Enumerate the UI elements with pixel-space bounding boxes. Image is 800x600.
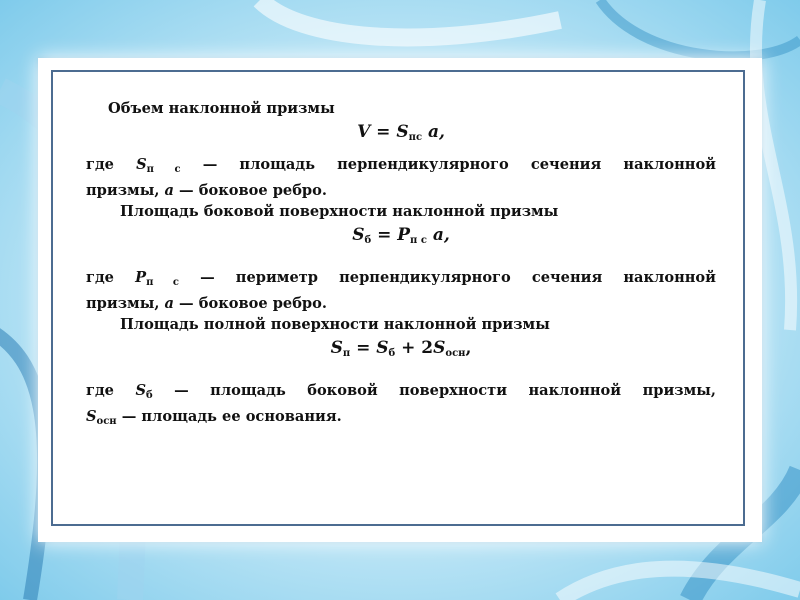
formula-volume <box>86 120 716 150</box>
spacer <box>86 370 716 380</box>
formula-text-block <box>86 98 716 432</box>
definition-1-text: — площадь перпендикулярного сечения наклонной <box>180 156 717 173</box>
formula-total-plus: + 2 <box>395 338 434 358</box>
definition-line-1 <box>86 154 716 180</box>
definition-6-text: — площадь ее основания. <box>116 408 342 425</box>
definition-1-symbol-sub: п с <box>146 164 181 175</box>
formula-lateral-p-sub: п с <box>410 235 427 246</box>
heading-total-area <box>86 314 716 335</box>
formula-total-s3: S <box>433 338 446 358</box>
formula-lateral-a: a, <box>426 225 450 245</box>
heading-volume-text: Объем наклонной призмы <box>108 100 335 117</box>
formula-total-end: , <box>465 338 472 358</box>
formula-volume-a: a, <box>422 122 445 142</box>
definition-3-where: где <box>86 269 114 286</box>
definition-5-symbol-sub: б <box>145 390 153 401</box>
formula-total-eq: = <box>350 338 377 358</box>
formula-volume-s: S <box>396 122 409 142</box>
formula-lateral-p: P <box>397 225 411 245</box>
definition-line-6 <box>86 406 716 432</box>
definition-1-symbol: S <box>136 156 147 173</box>
slide-panel <box>38 58 762 542</box>
heading-lateral-area <box>86 201 716 222</box>
definition-5-symbol: S <box>135 382 146 399</box>
formula-volume-eq: = <box>370 122 397 142</box>
definition-6-symbol: S <box>86 408 97 425</box>
formula-total-s2: S <box>376 338 389 358</box>
definition-line-2 <box>86 180 716 201</box>
heading-volume <box>86 98 716 119</box>
definition-2-text-b: — боковое ребро. <box>173 182 327 199</box>
formula-lateral-s: S <box>352 225 365 245</box>
formula-lateral-eq: = <box>371 225 398 245</box>
definition-4-text-b: — боковое ребро. <box>173 295 327 312</box>
definition-line-5 <box>86 380 716 406</box>
formula-volume-s-sub: пс <box>408 132 423 143</box>
heading-total-area-text: Площадь полной поверхности наклонной призмы <box>120 316 550 333</box>
definition-1-where: где <box>86 156 114 173</box>
formula-total-s-sub: п <box>342 348 351 359</box>
definition-3-text: — периметр перпендикулярного сечения наклонной <box>178 269 716 286</box>
definition-2-symbol: a <box>164 182 174 199</box>
definition-5-text: — площадь боковой поверхности наклонной призмы, <box>152 382 716 399</box>
definition-line-3 <box>86 267 716 293</box>
definition-2-text-a: призмы, <box>86 182 165 199</box>
definition-4-symbol: a <box>164 295 174 312</box>
spacer <box>86 257 716 267</box>
definition-3-symbol: P <box>135 269 147 286</box>
definition-line-4 <box>86 293 716 314</box>
formula-total-s3-sub: осн <box>445 348 466 359</box>
definition-5-where: где <box>86 382 114 399</box>
formula-volume-v: V <box>357 122 371 142</box>
formula-total-s: S <box>330 338 343 358</box>
formula-total-area <box>86 336 716 366</box>
definition-6-symbol-sub: осн <box>96 416 117 427</box>
formula-total-s2-sub: б <box>388 348 396 359</box>
formula-lateral-s-sub: б <box>364 235 372 246</box>
definition-4-text-a: призмы, <box>86 295 165 312</box>
definition-3-symbol-sub: п с <box>146 277 179 288</box>
heading-lateral-area-text: Площадь боковой поверхности наклонной призмы <box>120 203 559 220</box>
formula-lateral-area <box>86 223 716 253</box>
